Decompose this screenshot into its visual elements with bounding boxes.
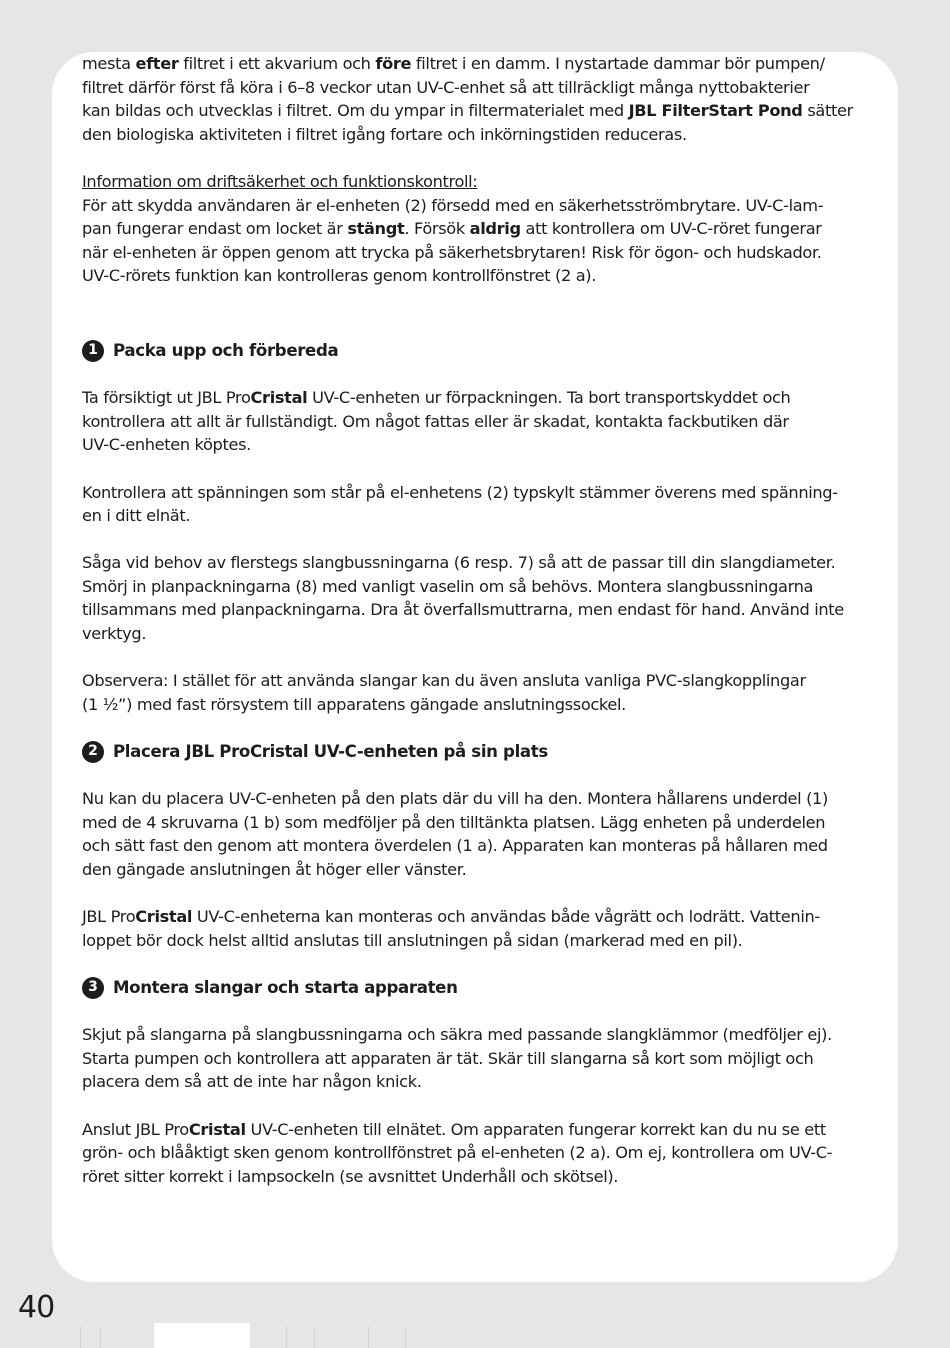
footer-tab-strip: [80, 1322, 480, 1348]
section-2-paragraph: Nu kan du placera UV-C-enheten på den plats där du vill ha den. Montera hållarens underdel (1) med de 4 skruvarna (1 b) som medföljer på den tilltänkta platsen. Lägg enheten på underdelen och sätt fast den genom att montera överdelen (1 a). Apparaten kan monteras på hållaren med den gängade anslutningen åt höger eller vänster.: [82, 789, 828, 879]
section-1-paragraph: Kontrollera att spänningen som står på el-enhetens (2) typskylt stämmer överens med spänning- en i ditt elnät.: [82, 482, 838, 526]
footer-tab: [154, 1323, 250, 1348]
section-heading-3: [82, 976, 872, 1000]
section-1-paragraph: Ta försiktigt ut JBL ProCristal UV-C-enheten ur förpackningen. Ta bort transportskyddet och kontrollera att allt är fullständigt. Om något fattas eller är skadat, kontakta fackbutiken där UV-C-enheten köptes.: [82, 388, 791, 455]
section-1-paragraph: Såga vid behov av flerstegs slangbussningarna (6 resp. 7) så att de passar till din slangdiameter. Smörj in planpackningarna (8) med vanligt vaselin om så behövs. Montera slangbussningarna tillsammans med planpackningarna. Dra åt överfallsmuttrarna, men endast för hand. Använd inte verktyg.: [82, 553, 844, 644]
section-3-paragraph: Anslut JBL ProCristal UV-C-enheten till elnätet. Om apparaten fungerar korrekt kan du nu se ett grön- och blååktigt sken genom kontrollfönstret på el-enheten (2 a). Om ej, kontrollera om UV-C- röret sitter korrekt i lampsockeln (se avsnittet Underhåll och skötsel).: [82, 1119, 833, 1186]
section-title: Packa upp och förbereda: [113, 340, 339, 360]
section-2-paragraph: JBL ProCristal UV-C-enheterna kan monteras och användas både vågrätt och lodrätt. Vattenin- loppet bör dock helst alltid anslutas till anslutningen på sidan (markerad med en pil).: [82, 907, 820, 950]
page-content: [82, 52, 872, 1188]
section-title: Placera JBL ProCristal UV-C-enheten på sin plats: [113, 742, 548, 762]
intro-paragraph: mesta efter filtret i ett akvarium och före filtret i en damm. I nystartade dammar bör pumpen/ filtret därför först få köra i 6–8 veckor utan UV-C-enhet så att tillräckligt många nyttobakterier kan bildas och utvecklas i filtret. Om du ympar in filtermaterialet med JBL FilterStart Pond sätter den biologiska aktiviteten i filtret igång fortare och inkörningstiden reduceras.: [82, 54, 853, 144]
section-heading-1: [82, 339, 872, 363]
section-title: Montera slangar och starta apparaten: [113, 977, 458, 997]
step-number-badge: 2: [82, 741, 104, 763]
section-3-paragraph: Skjut på slangarna på slangbussningarna och säkra med passande slangklämmor (medföljer ej). Starta pumpen och kontrollera att apparaten är tät. Skär till slangarna så kort som möjligt och placera dem så att de inte har någon knick.: [82, 1025, 832, 1092]
safety-paragraph: För att skydda användaren är el-enheten (2) försedd med en säkerhetsströmbrytare. UV-C-lam- pan fungerar endast om locket är stängt. Försök aldrig att kontrollera om UV-C-röret fungerar när el-enheten är öppen genom att trycka på säkerhetsbrytaren! Risk för ögon- och hudskador. UV-C-rörets funktion kan kontrolleras genom kontrollfönstret (2 a).: [82, 195, 824, 286]
page-number: 40: [18, 1290, 55, 1325]
step-number-badge: 3: [82, 977, 104, 999]
section-heading-2: [82, 740, 872, 764]
section-1-paragraph: Observera: I stället för att använda slangar kan du även ansluta vanliga PVC-slangkopplingar (1 ½”) med fast rörsystem till apparatens gängade anslutningssockel.: [82, 671, 806, 714]
step-number-badge: 1: [82, 340, 104, 362]
safety-heading: Information om driftsäkerhet och funktionskontroll:: [82, 171, 478, 191]
